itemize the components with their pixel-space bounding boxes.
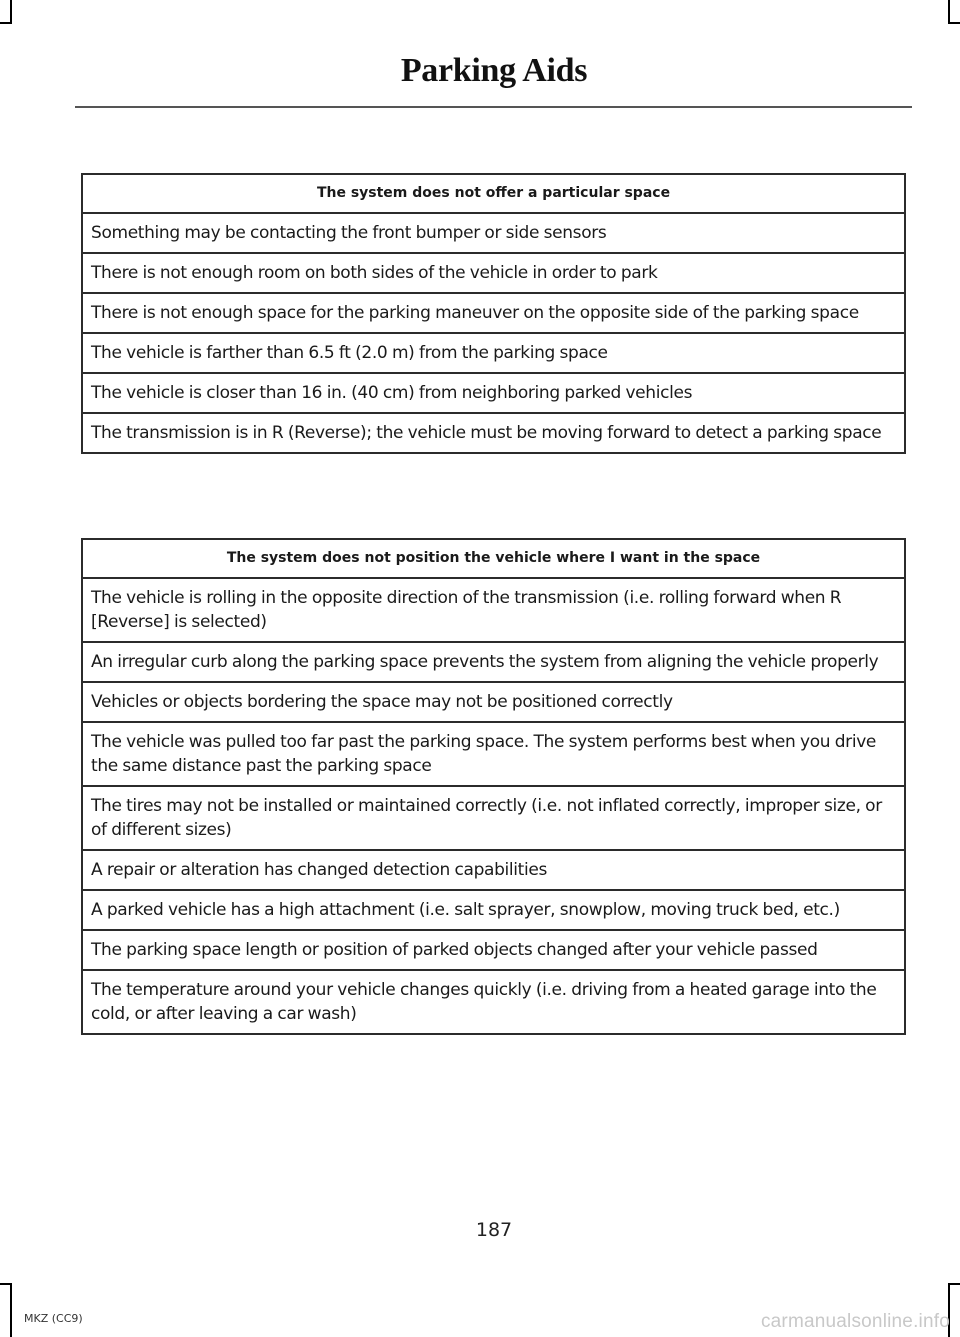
table-header-row	[82, 539, 905, 578]
table-cell: A parked vehicle has a high attachment (i.e. salt sprayer, snowplow, moving truck bed, etc.)	[82, 890, 905, 930]
table-header-row	[82, 174, 905, 213]
table-cell: A repair or alteration has changed detection capabilities	[82, 850, 905, 890]
table-row	[82, 578, 905, 642]
table-cell: An irregular curb along the parking space prevents the system from aligning the vehicle properly	[82, 642, 905, 682]
table-cell: The vehicle is farther than 6.5 ft (2.0 m) from the parking space	[82, 333, 905, 373]
table-row	[82, 373, 905, 413]
troubleshooting-table-wrong-position	[81, 538, 906, 1035]
table-row	[82, 930, 905, 970]
table-row	[82, 293, 905, 333]
table-cell: The tires may not be installed or maintained correctly (i.e. not inflated correctly, improper size, or of different sizes)	[82, 786, 905, 850]
table-row	[82, 642, 905, 682]
table-header: The system does not position the vehicle where I want in the space	[82, 539, 905, 578]
crop-mark-top-left-horizontal	[0, 22, 12, 24]
table-row	[82, 682, 905, 722]
page-number: 187	[475, 1219, 513, 1241]
table-cell: Something may be contacting the front bumper or side sensors	[82, 213, 905, 253]
table-cell: The vehicle was pulled too far past the parking space. The system performs best when you drive the same distance past the parking space	[82, 722, 905, 786]
table-row	[82, 850, 905, 890]
page-title: Parking Aids	[400, 52, 588, 89]
table-row	[82, 413, 905, 453]
table-row	[82, 970, 905, 1034]
table-cell: The transmission is in R (Reverse); the vehicle must be moving forward to detect a parking space	[82, 413, 905, 453]
table-row	[82, 333, 905, 373]
table-cell: The vehicle is closer than 16 in. (40 cm) from neighboring parked vehicles	[82, 373, 905, 413]
table-row	[82, 722, 905, 786]
crop-mark-top-right-horizontal	[948, 22, 960, 24]
table-cell: The temperature around your vehicle changes quickly (i.e. driving from a heated garage into the cold, or after leaving a car wash)	[82, 970, 905, 1034]
watermark-text: carmanualsonline.info	[760, 1311, 950, 1332]
crop-mark-top-right-vertical	[948, 0, 950, 24]
table-cell: The parking space length or position of parked objects changed after your vehicle passed	[82, 930, 905, 970]
table-row	[82, 890, 905, 930]
table-cell: The vehicle is rolling in the opposite direction of the transmission (i.e. rolling forward when R [Reverse] is selected)	[82, 578, 905, 642]
model-code: MKZ (CC9)	[24, 1312, 83, 1325]
table-header: The system does not offer a particular space	[82, 174, 905, 213]
crop-mark-bottom-right-horizontal	[948, 1283, 960, 1285]
table-row	[82, 213, 905, 253]
table-row	[82, 786, 905, 850]
crop-mark-top-left-vertical	[10, 0, 12, 24]
title-divider	[75, 106, 912, 108]
table-cell: There is not enough room on both sides of the vehicle in order to park	[82, 253, 905, 293]
table-cell: There is not enough space for the parking maneuver on the opposite side of the parking space	[82, 293, 905, 333]
crop-mark-bottom-left-vertical	[10, 1283, 12, 1337]
crop-mark-bottom-left-horizontal	[0, 1283, 12, 1285]
table-cell: Vehicles or objects bordering the space may not be positioned correctly	[82, 682, 905, 722]
table-row	[82, 253, 905, 293]
troubleshooting-table-no-space-offered	[81, 173, 906, 454]
